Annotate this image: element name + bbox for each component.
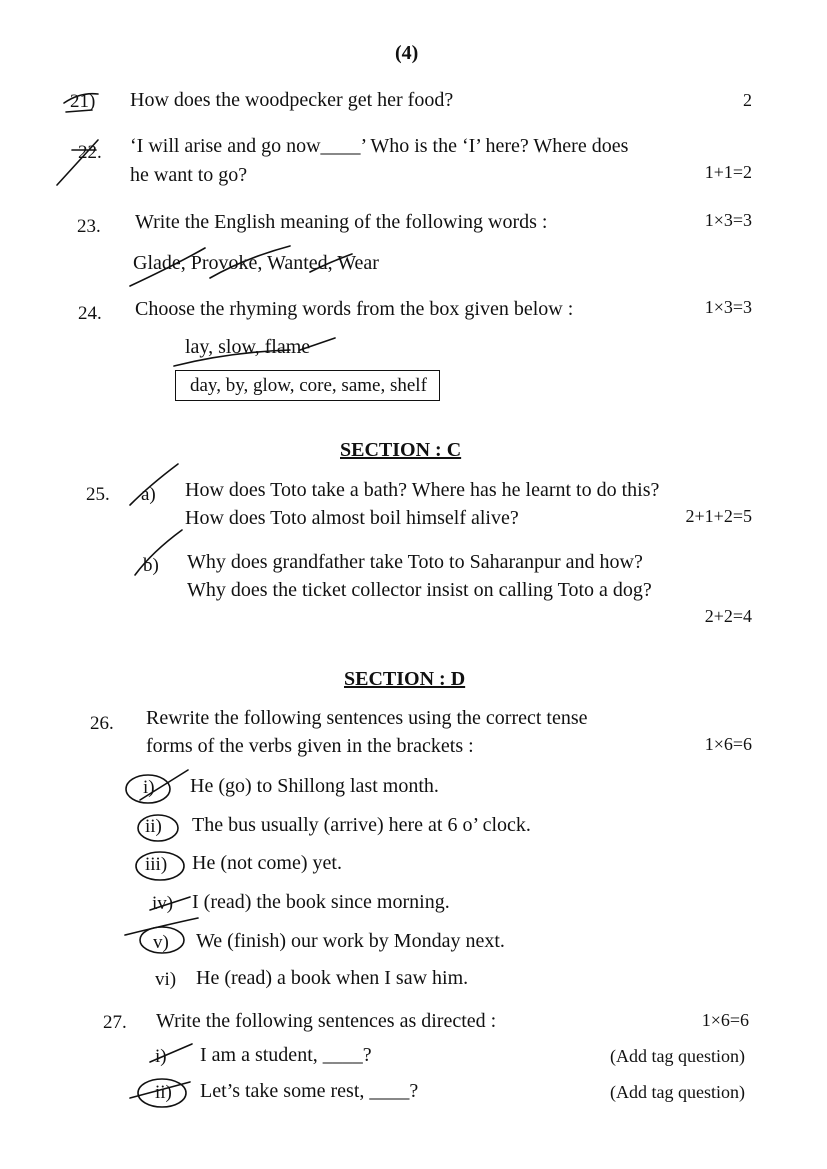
sub-item-label: i) (143, 777, 155, 798)
sub-item-label: iii) (145, 854, 168, 875)
question-number-22: 22. (78, 142, 102, 163)
question-number-21: 21) (70, 91, 96, 112)
question-25a-line-2: How does Toto almost boil himself alive? (185, 507, 519, 529)
sub-item-text: I (read) the book since morning. (192, 891, 450, 913)
question-24-text: Choose the rhyming words from the box given below : (135, 298, 574, 320)
question-23-words: Glade, Provoke, Wanted, Wear (133, 252, 379, 274)
question-24-marks: 1×3=3 (704, 297, 752, 317)
question-25a-line-1: How does Toto take a bath? Where has he learnt to do this? (185, 479, 660, 501)
question-25b-label: b) (143, 555, 159, 576)
question-25a-marks: 2+1+2=5 (685, 506, 752, 526)
sub-item-label: v) (153, 932, 169, 953)
question-number-24: 24. (78, 303, 102, 324)
question-25a-label: a) (141, 484, 156, 505)
sub-item-text: The bus usually (arrive) here at 6 o’ clock. (192, 814, 531, 836)
sub-item-text: I am a student, ____? (200, 1044, 372, 1066)
sub-item-text: Let’s take some rest, ____? (200, 1080, 419, 1102)
question-27-text: Write the following sentences as directed : (156, 1010, 497, 1032)
sub-item-text: We (finish) our work by Monday next. (196, 930, 505, 952)
question-25b-line-2: Why does the ticket collector insist on calling Toto a dog? (187, 579, 652, 601)
sub-item-label: vi) (155, 969, 177, 990)
question-23-text: Write the English meaning of the following words : (135, 211, 548, 233)
sub-item-label: iv) (152, 893, 174, 914)
sub-item-text: He (go) to Shillong last month. (190, 775, 439, 797)
question-number-26: 26. (90, 713, 114, 734)
question-26-line-1: Rewrite the following sentences using the correct tense (146, 707, 588, 729)
question-21-text: How does the woodpecker get her food? (130, 89, 454, 111)
question-number-25: 25. (86, 484, 110, 505)
question-22-line-1: ‘I will arise and go now____’ Who is the ‘I’ here? Where does (130, 135, 629, 157)
question-21-marks: 2 (743, 90, 752, 110)
sub-item-label: i) (155, 1046, 167, 1067)
question-25b-marks: 2+2=4 (704, 606, 752, 626)
sub-item-text: He (not come) yet. (192, 852, 342, 874)
section-d-heading: SECTION : D (344, 668, 466, 690)
question-22-line-2: he want to go? (130, 164, 248, 186)
sub-item-label: ii) (155, 1082, 172, 1103)
sub-item-direction: (Add tag question) (610, 1046, 745, 1066)
question-24-words: lay, slow, flame (185, 336, 311, 358)
question-26-line-2: forms of the verbs given in the brackets : (146, 735, 474, 757)
page-number: (4) (395, 42, 419, 64)
question-26-marks: 1×6=6 (704, 734, 752, 754)
section-c-heading: SECTION : C (340, 439, 462, 461)
sub-item-text: He (read) a book when I saw him. (196, 967, 469, 989)
question-number-27: 27. (103, 1012, 127, 1033)
sub-item-label: ii) (145, 816, 162, 837)
question-27-marks: 1×6=6 (701, 1010, 749, 1030)
question-number-23: 23. (77, 216, 101, 237)
rhyming-words-box: day, by, glow, core, same, shelf (175, 370, 440, 401)
question-22-marks: 1+1=2 (704, 162, 752, 182)
sub-item-direction: (Add tag question) (610, 1082, 745, 1102)
question-25b-line-1: Why does grandfather take Toto to Saharanpur and how? (187, 551, 643, 573)
question-23-marks: 1×3=3 (704, 210, 752, 230)
